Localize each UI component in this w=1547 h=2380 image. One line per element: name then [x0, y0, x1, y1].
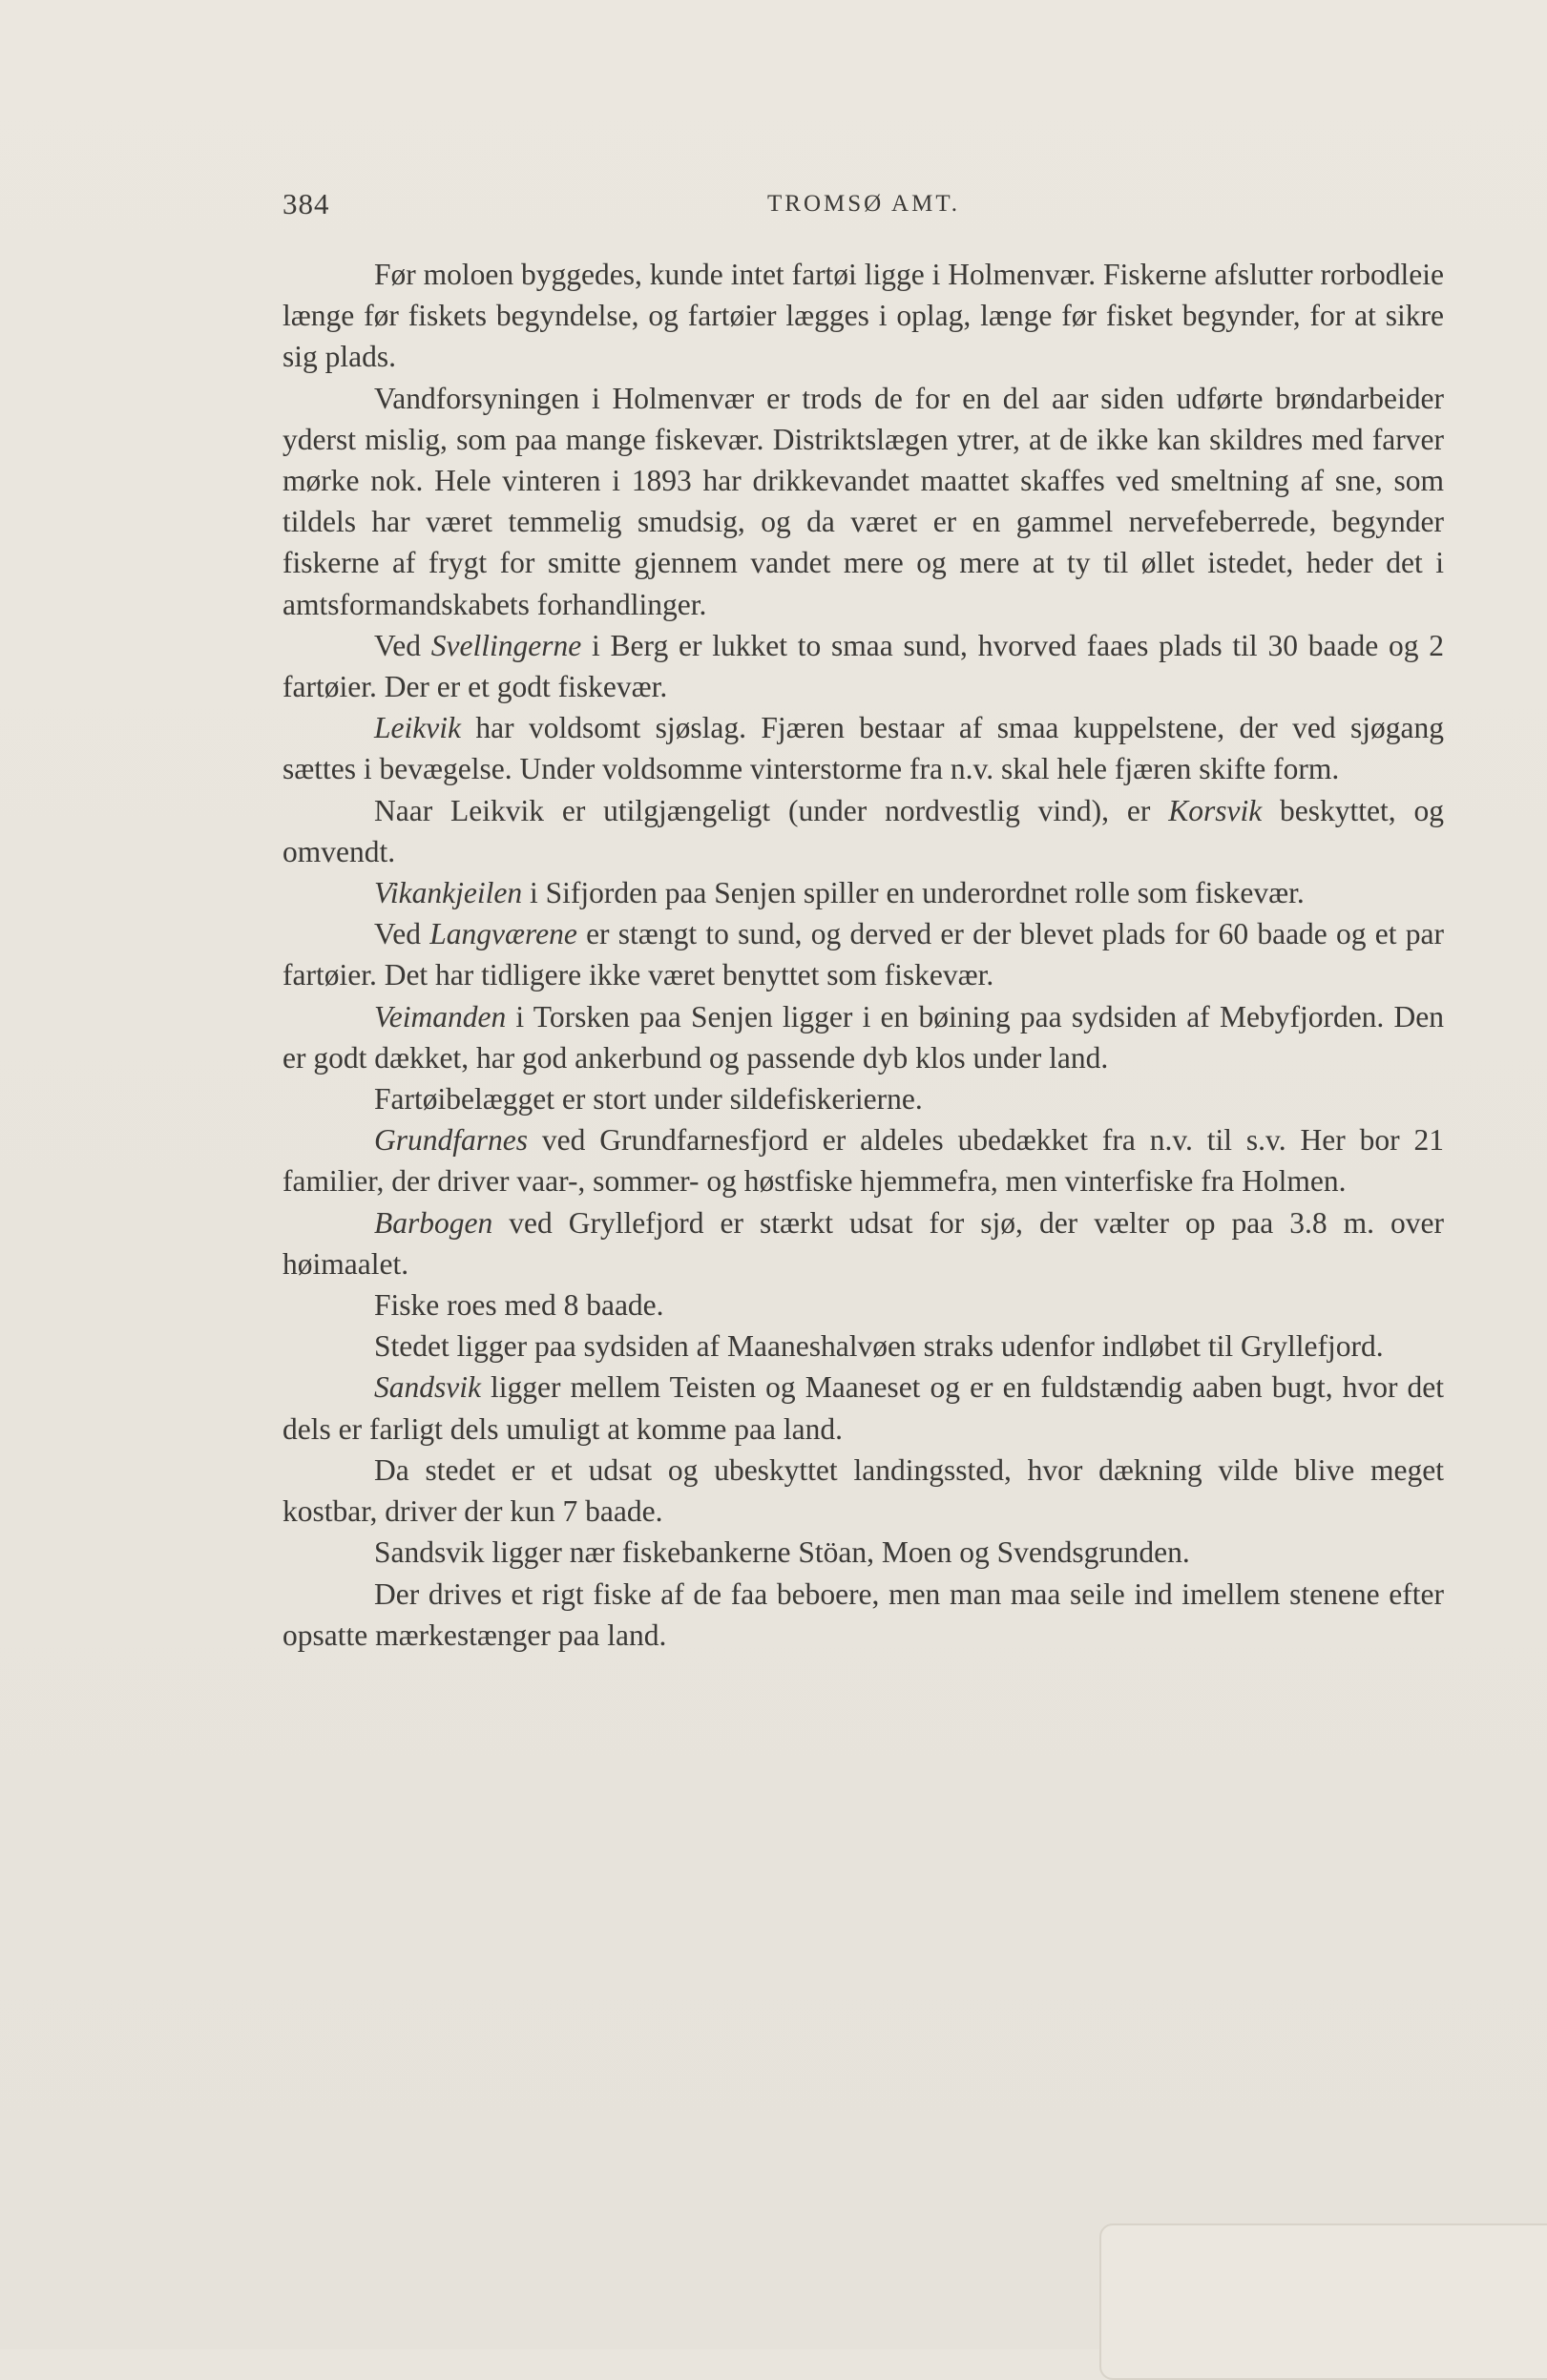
- paragraph: Veimanden i Torsken paa Senjen ligger i en bøining paa sydsiden af Mebyfjorden. Den er godt dækket, har god ankerbund og passende dyb klos under land.: [282, 999, 1444, 1075]
- paragraph: Naar Leikvik er utilgjængeligt (under nordvestlig vind), er Korsvik beskyttet, og omvendt.: [282, 793, 1444, 868]
- place-name: Korsvik: [1168, 793, 1263, 827]
- place-name: Langværene: [429, 917, 577, 951]
- page-number: 384: [282, 187, 330, 220]
- paragraph: Vikankjeilen i Sifjorden paa Senjen spiller en underordnet rolle som fiskevær.: [374, 876, 1305, 910]
- page-header: [282, 187, 1447, 229]
- place-name: Svellingerne: [430, 628, 582, 662]
- place-name: Grundfarnes: [374, 1123, 529, 1158]
- place-name: Veimanden: [374, 999, 507, 1033]
- place-name: Vikankjeilen: [374, 876, 523, 910]
- paragraph: Før moloen byggedes, kunde intet fartøi ligge i Holmenvær. Fiskerne afslutter rorbodleie længe før fiskets begyndelse, og fartøier lægges i oplag, længe før fisket begynder, for at sikre sig plads.: [282, 258, 1444, 374]
- paragraph: Vandforsyningen i Holmenvær er trods de for en del aar siden udførte brøndarbeider yderst mislig, som paa mange fiskevær. Distriktslægen ytrer, at de ikke kan skildres med farver mørke nok. Hele vinteren i 1893 har drikkevandet maattet skaffes ved smeltning af sne, som tildels har været temmelig smudsig, og da været er en gammel nervefeberrede, begynder fiskerne af frygt for smitte gjennem vandet mere og mere at ty til øllet istedet, heder det i amtsformandskabets forhandlinger.: [282, 381, 1444, 621]
- paragraph: Ved Langværene er stængt to sund, og derved er der blevet plads for 60 baade og et par fartøier. Det har tidligere ikke været benyttet som fiskevær.: [282, 917, 1444, 992]
- paragraph: Sandsvik ligger nær fiskebankerne Stöan, Moen og Svendsgrunden.: [374, 1535, 1190, 1570]
- paragraph: Leikvik har voldsomt sjøslag. Fjæren bestaar af smaa kuppelstene, der ved sjøgang sættes i bevægelse. Under voldsomme vinterstorme fra n.v. skal hele fjæren skifte form.: [282, 711, 1444, 786]
- paragraph: Stedet ligger paa sydsiden af Maaneshalvøen straks udenfor indløbet til Gryllefjord.: [374, 1329, 1384, 1364]
- paragraph: Barbogen ved Gryllefjord er stærkt udsat for sjø, der vælter op paa 3.8 m. over høimaalet.: [282, 1205, 1444, 1281]
- body-text: [282, 254, 1444, 1656]
- paragraph: Ved Svellingerne i Berg er lukket to smaa sund, hvorved faaes plads til 30 baade og 2 fartøier. Der er et godt fiskevær.: [282, 628, 1444, 704]
- library-stamp-outline: [1099, 2223, 1547, 2380]
- running-head: TROMSØ AMT.: [767, 191, 961, 217]
- place-name: Leikvik: [374, 711, 461, 745]
- place-name: Sandsvik: [374, 1370, 481, 1405]
- paragraph: Fartøibelægget er stort under sildefiskerierne.: [374, 1082, 923, 1117]
- paragraph: Fiske roes med 8 baade.: [374, 1288, 664, 1323]
- paragraph: Grundfarnes ved Grundfarnesfjord er aldeles ubedækket fra n.v. til s.v. Her bor 21 familier, der driver vaar-, sommer- og høstfiske hjemmefra, men vinterfiske fra Holmen.: [282, 1123, 1444, 1199]
- paragraph: Der drives et rigt fiske af de faa beboere, men man maa seile ind imellem stenene efter opsatte mærkestænger paa land.: [282, 1576, 1444, 1652]
- paragraph: Sandsvik ligger mellem Teisten og Maaneset og er en fuldstændig aaben bugt, hvor det dels er farligt dels umuligt at komme paa land.: [282, 1370, 1444, 1446]
- paragraph: Da stedet er et udsat og ubeskyttet landingssted, hvor dækning vilde blive meget kostbar, driver der kun 7 baade.: [282, 1452, 1444, 1529]
- place-name: Barbogen: [374, 1205, 493, 1240]
